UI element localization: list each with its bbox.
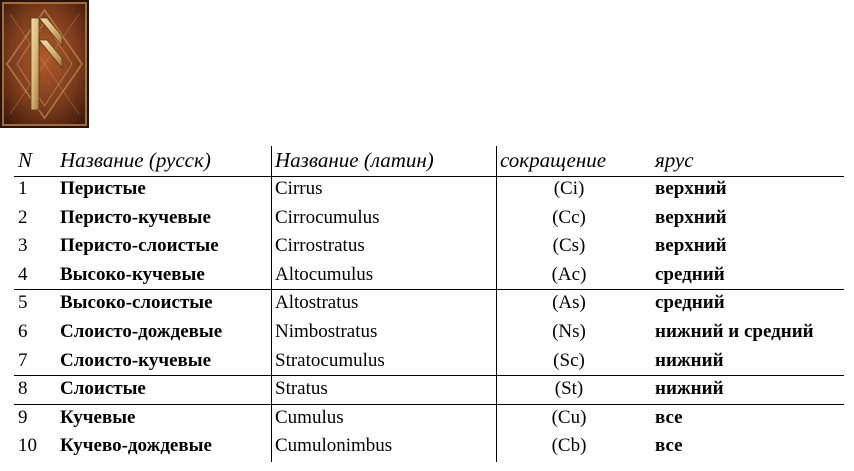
row-name-russian: Перисто-слоистые — [60, 235, 219, 257]
row-abbreviation: (St) — [554, 378, 584, 400]
row-name-latin: Cirrostratus — [275, 235, 365, 257]
row-number: 3 — [18, 235, 28, 257]
row-name-latin: Nimbostratus — [275, 320, 378, 342]
row-name-russian: Кучевые — [60, 406, 136, 428]
row-name-russian: Перистые — [60, 178, 146, 199]
row-name-russian: Высоко-кучевые — [60, 263, 205, 285]
row-number: 1 — [18, 178, 28, 199]
row-abbreviation: (Ci) — [553, 178, 585, 199]
row-tier: средний — [655, 263, 725, 285]
row-tier: нижний — [655, 378, 724, 400]
row-name-latin: Cirrus — [275, 178, 323, 199]
row-abbreviation: (Cu) — [551, 406, 587, 428]
header-name-russian: Название (русск) — [60, 148, 211, 172]
row-number: 5 — [18, 292, 28, 314]
row-tier: верхний — [655, 178, 727, 199]
row-name-latin: Cumulonimbus — [275, 435, 393, 457]
row-name-latin: Stratus — [275, 378, 328, 400]
row-name-latin: Altostratus — [275, 292, 359, 314]
row-name-russian: Перисто-кучевые — [60, 206, 211, 228]
rune-ansuz-icon — [0, 0, 89, 128]
table-row — [14, 233, 844, 262]
row-name-russian: Высоко-слоистые — [60, 292, 213, 314]
row-number: 10 — [18, 435, 37, 457]
row-number: 2 — [18, 206, 28, 228]
table-row — [14, 262, 844, 291]
table-row — [14, 319, 844, 348]
row-abbreviation: (As) — [552, 292, 586, 314]
header-abbreviation: сокращение — [500, 148, 607, 172]
row-number: 8 — [18, 378, 28, 400]
table-row — [14, 205, 844, 234]
rune-logo — [0, 0, 89, 128]
row-tier: все — [655, 406, 683, 428]
table-header — [14, 146, 844, 176]
table-row — [14, 405, 844, 434]
table-row — [14, 376, 844, 405]
row-name-russian: Слоисто-кучевые — [60, 349, 212, 371]
row-tier: все — [655, 435, 683, 457]
header-number: N — [18, 148, 33, 172]
table-row — [14, 433, 844, 462]
row-name-russian: Слоистые — [60, 378, 146, 400]
row-tier: верхний — [655, 235, 727, 257]
row-number: 9 — [18, 406, 28, 428]
row-name-latin: Altocumulus — [275, 263, 374, 285]
cloud-types-table — [14, 146, 844, 462]
row-abbreviation: (Cc) — [552, 206, 586, 228]
table-body — [14, 176, 844, 462]
row-number: 7 — [18, 349, 28, 371]
table-row — [14, 290, 844, 319]
row-number: 6 — [18, 320, 28, 342]
header-tier: ярус — [655, 148, 694, 172]
row-name-russian: Слоисто-дождевые — [60, 320, 223, 342]
header-name-latin: Название (латин) — [275, 148, 434, 172]
table-row — [14, 348, 844, 377]
row-name-latin: Stratocumulus — [275, 349, 385, 371]
row-abbreviation: (Ns) — [552, 320, 586, 342]
row-abbreviation: (Cs) — [552, 235, 586, 257]
row-abbreviation: (Cb) — [551, 435, 587, 457]
row-tier: нижний и средний — [655, 320, 814, 342]
row-abbreviation: (Ac) — [551, 263, 587, 285]
row-name-latin: Cumulus — [275, 406, 344, 428]
row-tier: нижний — [655, 349, 724, 371]
row-abbreviation: (Sc) — [553, 349, 585, 371]
row-name-latin: Cirrocumulus — [275, 206, 380, 228]
table-row — [14, 176, 844, 205]
row-tier: верхний — [655, 206, 727, 228]
row-number: 4 — [18, 263, 28, 285]
row-name-russian: Кучево-дождевые — [60, 435, 212, 457]
row-tier: средний — [655, 292, 725, 314]
